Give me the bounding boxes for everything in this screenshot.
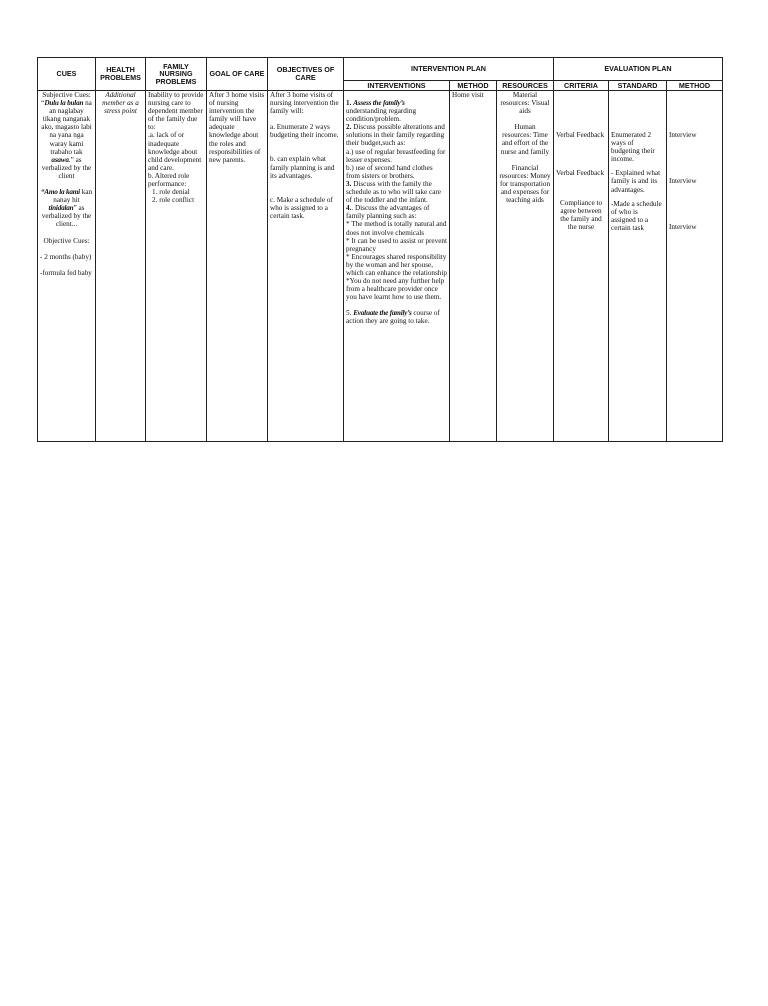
interventions-cell <box>344 91 450 442</box>
resource-financial: Financial resources: Money for transportation and expenses for teaching aids <box>499 163 551 205</box>
header-resources: RESOURCES <box>497 81 554 91</box>
objective-a: a. Enumerate 2 ways budgeting their income. <box>270 123 339 140</box>
objective-cue-1: - 2 months (baby) <box>40 252 92 261</box>
intervention-3: 3. Discuss with the family the schedule as to who will take care of the toddler and the infant. <box>346 179 441 205</box>
objectives-cell <box>268 91 344 442</box>
intervention-2a: a.) use of regular breastfeeding for lesser expenses. <box>346 147 446 164</box>
method-cell <box>450 91 497 442</box>
header-standard: STANDARD <box>609 81 667 91</box>
header-health-problems: HEALTH PROBLEMS <box>96 58 146 91</box>
header-intervention-plan: INTERVENTION PLAN <box>344 58 554 81</box>
fnp-b: b. Altered role performance: <box>148 171 190 189</box>
eval-method-cell <box>667 91 723 442</box>
eval-method-3: Interview <box>669 223 697 232</box>
subjective-label: Subjective Cues: <box>42 91 91 99</box>
fnp-b1: 1. role denial <box>152 188 190 197</box>
eval-method-2: Interview <box>669 177 697 186</box>
intervention-4b: * It can be used to assist or prevent pregnancy <box>346 236 447 253</box>
criteria-2: Verbal Feedback <box>556 169 605 178</box>
header-objectives-of-care: OBJECTIVES OF CARE <box>268 58 344 91</box>
fnp-b2: 2. role conflict <box>152 196 195 205</box>
goal-of-care-cell <box>207 91 268 442</box>
goal-text: After 3 home visits of nursing intervention the family will have adequate knowledge about the roles and responsibilities of new parents. <box>209 91 265 164</box>
intervention-4c: * Encourages shared responsibility by the woman and her spouse, which can enhance the relationship <box>346 252 447 277</box>
health-problems-cell <box>96 91 146 442</box>
intervention-2b: b.) use of second hand clothes from sisters or brothers. <box>346 163 433 180</box>
header-method: METHOD <box>450 81 497 91</box>
header-eval-method: METHOD <box>667 81 723 91</box>
standard-3: -Made a schedule of who is assigned to a certain task <box>611 199 662 232</box>
intervention-5: 5. Evaluate the family’s course of action they are going to take. <box>346 309 440 326</box>
fnp-a: .a. lack of or inadequate knowledge about child development and care. <box>148 131 202 172</box>
criteria-1: Verbal Feedback <box>556 131 605 139</box>
intervention-2: 2. Discuss possible alterations and solutions in their family regarding their budget,such as: <box>346 123 445 148</box>
subjective-quote-2: “Amo la kami kan nanay hit tinidalan” as verbalized by the client... <box>40 188 93 229</box>
resource-human: Human resources: Time and effort of the nurse and family <box>500 123 550 156</box>
intervention-4d: *You do not need any further help from a healthcare provider once you have learnt how to use them. <box>346 277 445 302</box>
criteria-3: Compliance to agree between the family and the nurse <box>559 199 603 232</box>
header-family-nursing-problems: FAMILY NURSING PROBLEMS <box>146 58 207 91</box>
resources-cell <box>497 91 554 442</box>
family-nursing-problems-cell <box>146 91 207 442</box>
objective-cue-2: -formula fed baby <box>40 268 92 277</box>
eval-method-1: Interview <box>669 131 697 139</box>
standard-2: - Explained what family is and its advantages. <box>611 169 661 194</box>
header-goal-of-care: GOAL OF CARE <box>207 58 268 91</box>
header-cues: CUES <box>38 58 96 91</box>
nursing-care-plan-table <box>37 57 723 442</box>
objectives-intro: After 3 home visits of nursing intervention the family will: <box>270 91 339 116</box>
fnp-intro: Inability to provide nursing care to dependent member of the family due to: <box>148 91 204 132</box>
intervention-4: 4.. Discuss the advantages of family planning such as: <box>346 204 430 221</box>
header-evaluation-plan: EVALUATION PLAN <box>554 58 723 81</box>
intervention-1: 1. Assess the family’s understanding regarding condition/problem. <box>346 99 417 124</box>
standard-cell <box>609 91 667 442</box>
method-text: Home visit <box>452 91 484 99</box>
health-problem-text: Additional member as a stress point <box>102 91 139 116</box>
header-criteria: CRITERIA <box>554 81 609 91</box>
resource-material: Material resources: Visual aids <box>500 91 550 116</box>
criteria-cell <box>554 91 609 442</box>
header-interventions: INTERVENTIONS <box>344 81 450 91</box>
subjective-quote-1: “Dulu la bulan na an naglabay tikang nanganak ako, magasto labi na yana nga waray kami trabaho tak asawa.” as verbalized by the client <box>41 99 92 180</box>
cues-cell <box>38 91 96 442</box>
objective-c: c. Make a schedule of who is assigned to a certain task. <box>270 195 333 220</box>
standard-1: Enumerated 2 ways of budgeting their income. <box>611 131 655 164</box>
intervention-4a: * The method is totally natural and does not involve chemicals <box>346 220 447 237</box>
objective-label: Objective Cues: <box>43 236 90 245</box>
objective-b: b. can explain what family planning is and its advantages. <box>270 155 335 180</box>
